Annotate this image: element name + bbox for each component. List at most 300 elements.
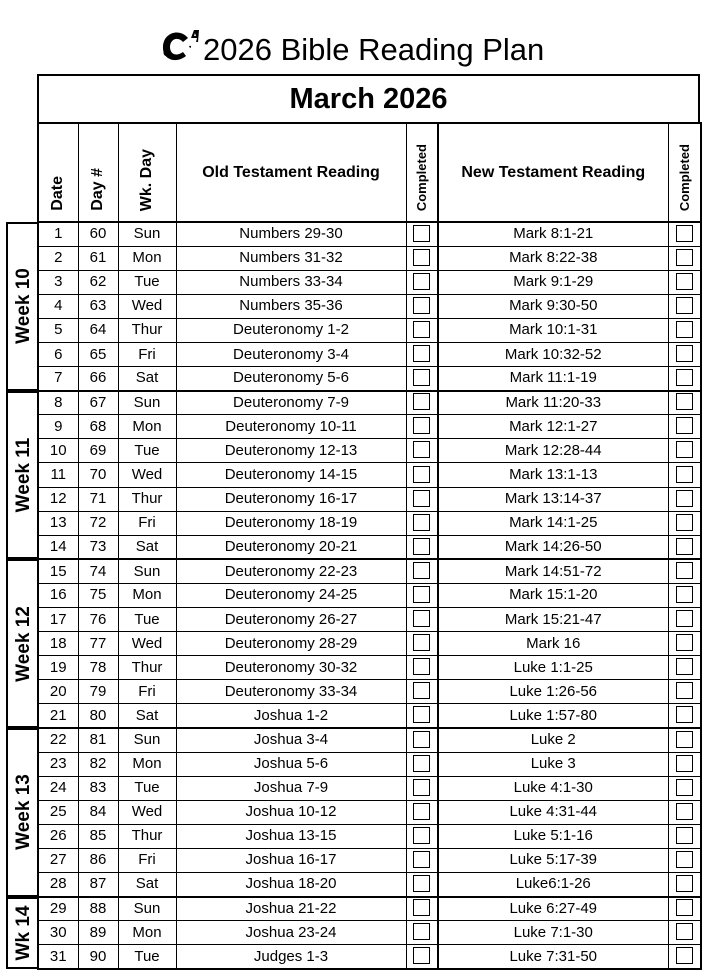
- completed-ot-cell: [406, 776, 438, 800]
- date-cell: 14: [38, 535, 78, 559]
- table-row: [38, 391, 701, 415]
- completed-nt-cell: [668, 873, 701, 897]
- completed-ot-cell: [406, 559, 438, 583]
- completed-ot-cell: [406, 897, 438, 921]
- table-row: [38, 270, 701, 294]
- date-cell: 3: [38, 270, 78, 294]
- week-day-cell: Tue: [118, 945, 176, 969]
- col-header-date: Date: [38, 123, 78, 222]
- completed-checkbox[interactable]: [413, 682, 430, 699]
- completed-checkbox[interactable]: [413, 538, 430, 555]
- new-testament-cell: Luke 2: [438, 728, 668, 752]
- completed-checkbox[interactable]: [413, 466, 430, 483]
- day-number-cell: 79: [78, 680, 118, 704]
- week-day-cell: Wed: [118, 294, 176, 318]
- new-testament-cell: Luke 4:1-30: [438, 776, 668, 800]
- day-number-cell: 67: [78, 391, 118, 415]
- completed-checkbox[interactable]: [413, 634, 430, 651]
- table-row: [38, 559, 701, 583]
- completed-checkbox[interactable]: [676, 827, 693, 844]
- date-cell: 30: [38, 921, 78, 945]
- old-testament-cell: Deuteronomy 14-15: [176, 463, 406, 487]
- completed-checkbox[interactable]: [676, 369, 693, 386]
- completed-checkbox[interactable]: [676, 851, 693, 868]
- week-day-cell: Sun: [118, 391, 176, 415]
- new-testament-cell: Mark 8:1-21: [438, 222, 668, 246]
- completed-nt-cell: [668, 632, 701, 656]
- completed-checkbox[interactable]: [676, 586, 693, 603]
- table-row: [38, 439, 701, 463]
- completed-checkbox[interactable]: [676, 538, 693, 555]
- table-row: [38, 656, 701, 680]
- table-row: [38, 583, 701, 607]
- completed-checkbox[interactable]: [676, 899, 693, 916]
- new-testament-cell: Luke 7:1-30: [438, 921, 668, 945]
- completed-checkbox[interactable]: [676, 321, 693, 338]
- completed-checkbox[interactable]: [413, 490, 430, 507]
- completed-ot-cell: [406, 463, 438, 487]
- completed-nt-cell: [668, 897, 701, 921]
- completed-checkbox[interactable]: [413, 249, 430, 266]
- table-row: [38, 222, 701, 246]
- date-cell: 10: [38, 439, 78, 463]
- completed-checkbox[interactable]: [676, 393, 693, 410]
- date-cell: 8: [38, 391, 78, 415]
- completed-checkbox[interactable]: [413, 947, 430, 964]
- table-row: [38, 487, 701, 511]
- completed-nt-cell: [668, 270, 701, 294]
- completed-ot-cell: [406, 342, 438, 366]
- new-testament-cell: Luke 7:31-50: [438, 945, 668, 969]
- day-number-cell: 77: [78, 632, 118, 656]
- completed-checkbox[interactable]: [676, 731, 693, 748]
- old-testament-cell: Deuteronomy 20-21: [176, 535, 406, 559]
- date-cell: 27: [38, 848, 78, 872]
- completed-checkbox[interactable]: [676, 225, 693, 242]
- completed-checkbox[interactable]: [676, 466, 693, 483]
- completed-ot-cell: [406, 704, 438, 728]
- completed-nt-cell: [668, 656, 701, 680]
- completed-ot-cell: [406, 439, 438, 463]
- completed-ot-cell: [406, 656, 438, 680]
- completed-nt-cell: [668, 608, 701, 632]
- new-testament-cell: Luke 1:1-25: [438, 656, 668, 680]
- old-testament-cell: Joshua 18-20: [176, 873, 406, 897]
- completed-checkbox[interactable]: [676, 755, 693, 772]
- col-header-completed-ot: Completed: [406, 123, 438, 222]
- completed-nt-cell: [668, 752, 701, 776]
- completed-nt-cell: [668, 463, 701, 487]
- day-number-cell: 86: [78, 848, 118, 872]
- new-testament-cell: Luke 4:31-44: [438, 800, 668, 824]
- completed-checkbox[interactable]: [413, 851, 430, 868]
- completed-nt-cell: [668, 583, 701, 607]
- table-row: [38, 680, 701, 704]
- completed-checkbox[interactable]: [676, 273, 693, 290]
- old-testament-cell: Deuteronomy 18-19: [176, 511, 406, 535]
- date-cell: 13: [38, 511, 78, 535]
- table-row: [38, 318, 701, 342]
- date-cell: 1: [38, 222, 78, 246]
- completed-checkbox[interactable]: [676, 682, 693, 699]
- old-testament-cell: Deuteronomy 3-4: [176, 342, 406, 366]
- table-row: [38, 704, 701, 728]
- new-testament-cell: Mark 14:26-50: [438, 535, 668, 559]
- week-label: [6, 728, 39, 897]
- new-testament-cell: Luke6:1-26: [438, 873, 668, 897]
- week-day-cell: Fri: [118, 511, 176, 535]
- week-day-cell: Wed: [118, 463, 176, 487]
- col-header-old-testament: Old Testament Reading: [176, 123, 406, 222]
- week-day-cell: Tue: [118, 439, 176, 463]
- completed-checkbox[interactable]: [413, 706, 430, 723]
- completed-nt-cell: [668, 704, 701, 728]
- completed-checkbox[interactable]: [413, 562, 430, 579]
- completed-checkbox[interactable]: [676, 514, 693, 531]
- week-label-text: Week 13: [12, 774, 34, 851]
- table-row: [38, 945, 701, 969]
- completed-checkbox[interactable]: [676, 779, 693, 796]
- completed-checkbox[interactable]: [676, 345, 693, 362]
- completed-checkbox[interactable]: [413, 297, 430, 314]
- date-cell: 9: [38, 415, 78, 439]
- week-day-cell: Thur: [118, 487, 176, 511]
- table-row: [38, 632, 701, 656]
- completed-nt-cell: [668, 391, 701, 415]
- completed-nt-cell: [668, 511, 701, 535]
- date-cell: 16: [38, 583, 78, 607]
- completed-ot-cell: [406, 632, 438, 656]
- new-testament-cell: Mark 11:1-19: [438, 367, 668, 391]
- old-testament-cell: Deuteronomy 12-13: [176, 439, 406, 463]
- completed-ot-cell: [406, 873, 438, 897]
- completed-ot-cell: [406, 487, 438, 511]
- completed-ot-cell: [406, 583, 438, 607]
- week-day-cell: Thur: [118, 656, 176, 680]
- old-testament-cell: Joshua 5-6: [176, 752, 406, 776]
- week-day-cell: Sat: [118, 873, 176, 897]
- completed-checkbox[interactable]: [413, 658, 430, 675]
- completed-nt-cell: [668, 945, 701, 969]
- date-cell: 20: [38, 680, 78, 704]
- day-number-cell: 69: [78, 439, 118, 463]
- day-number-cell: 85: [78, 824, 118, 848]
- new-testament-cell: Mark 15:1-20: [438, 583, 668, 607]
- completed-checkbox[interactable]: [413, 731, 430, 748]
- month-title: March 2026: [37, 74, 700, 124]
- week-day-cell: Fri: [118, 848, 176, 872]
- completed-ot-cell: [406, 367, 438, 391]
- completed-nt-cell: [668, 222, 701, 246]
- completed-ot-cell: [406, 752, 438, 776]
- old-testament-cell: Numbers 35-36: [176, 294, 406, 318]
- old-testament-cell: Deuteronomy 1-2: [176, 318, 406, 342]
- table-row: [38, 608, 701, 632]
- completed-ot-cell: [406, 415, 438, 439]
- completed-nt-cell: [668, 680, 701, 704]
- completed-checkbox[interactable]: [413, 321, 430, 338]
- week-day-cell: Fri: [118, 342, 176, 366]
- day-number-cell: 71: [78, 487, 118, 511]
- completed-checkbox[interactable]: [676, 417, 693, 434]
- completed-checkbox[interactable]: [676, 610, 693, 627]
- completed-checkbox[interactable]: [413, 369, 430, 386]
- new-testament-cell: Luke 1:26-56: [438, 680, 668, 704]
- old-testament-cell: Deuteronomy 26-27: [176, 608, 406, 632]
- date-cell: 28: [38, 873, 78, 897]
- new-testament-cell: Mark 8:22-38: [438, 246, 668, 270]
- old-testament-cell: Numbers 29-30: [176, 222, 406, 246]
- old-testament-cell: Numbers 31-32: [176, 246, 406, 270]
- date-cell: 19: [38, 656, 78, 680]
- day-number-cell: 83: [78, 776, 118, 800]
- new-testament-cell: Mark 13:14-37: [438, 487, 668, 511]
- date-cell: 22: [38, 728, 78, 752]
- completed-checkbox[interactable]: [413, 273, 430, 290]
- completed-checkbox[interactable]: [413, 417, 430, 434]
- new-testament-cell: Mark 9:30-50: [438, 294, 668, 318]
- completed-nt-cell: [668, 728, 701, 752]
- old-testament-cell: Deuteronomy 16-17: [176, 487, 406, 511]
- date-cell: 15: [38, 559, 78, 583]
- completed-checkbox[interactable]: [413, 393, 430, 410]
- document-header: [0, 22, 705, 72]
- completed-checkbox[interactable]: [413, 779, 430, 796]
- completed-ot-cell: [406, 921, 438, 945]
- week-label: [6, 897, 39, 969]
- table-row: [38, 342, 701, 366]
- date-cell: 21: [38, 704, 78, 728]
- date-cell: 17: [38, 608, 78, 632]
- table-row: [38, 848, 701, 872]
- day-number-cell: 65: [78, 342, 118, 366]
- completed-ot-cell: [406, 511, 438, 535]
- day-number-cell: 80: [78, 704, 118, 728]
- week-label-text: Week 12: [12, 605, 34, 682]
- day-number-cell: 81: [78, 728, 118, 752]
- new-testament-cell: Mark 13:1-13: [438, 463, 668, 487]
- completed-nt-cell: [668, 535, 701, 559]
- week-day-cell: Sun: [118, 728, 176, 752]
- completed-checkbox[interactable]: [413, 875, 430, 892]
- completed-ot-cell: [406, 270, 438, 294]
- table-row: [38, 824, 701, 848]
- table-row: [38, 535, 701, 559]
- new-testament-cell: Mark 14:51-72: [438, 559, 668, 583]
- old-testament-cell: Deuteronomy 5-6: [176, 367, 406, 391]
- completed-nt-cell: [668, 342, 701, 366]
- table-row: [38, 800, 701, 824]
- week-day-cell: Wed: [118, 632, 176, 656]
- date-cell: 4: [38, 294, 78, 318]
- date-cell: 6: [38, 342, 78, 366]
- week-label: [6, 391, 39, 560]
- completed-checkbox[interactable]: [413, 586, 430, 603]
- new-testament-cell: Mark 10:1-31: [438, 318, 668, 342]
- day-number-cell: 75: [78, 583, 118, 607]
- old-testament-cell: Judges 1-3: [176, 945, 406, 969]
- day-number-cell: 88: [78, 897, 118, 921]
- day-number-cell: 70: [78, 463, 118, 487]
- table-row: [38, 294, 701, 318]
- completed-checkbox[interactable]: [413, 514, 430, 531]
- completed-checkbox[interactable]: [676, 947, 693, 964]
- completed-checkbox[interactable]: [413, 923, 430, 940]
- old-testament-cell: Joshua 10-12: [176, 800, 406, 824]
- completed-nt-cell: [668, 415, 701, 439]
- table-row: [38, 728, 701, 752]
- completed-ot-cell: [406, 848, 438, 872]
- table-row: [38, 367, 701, 391]
- completed-checkbox[interactable]: [413, 441, 430, 458]
- week-day-cell: Sun: [118, 559, 176, 583]
- table-row: [38, 921, 701, 945]
- date-cell: 7: [38, 367, 78, 391]
- day-number-cell: 64: [78, 318, 118, 342]
- new-testament-cell: Luke 6:27-49: [438, 897, 668, 921]
- table-row: [38, 511, 701, 535]
- new-testament-cell: Mark 15:21-47: [438, 608, 668, 632]
- week-label-text: Week 11: [12, 437, 34, 513]
- day-number-cell: 76: [78, 608, 118, 632]
- day-number-cell: 66: [78, 367, 118, 391]
- new-testament-cell: Mark 9:1-29: [438, 270, 668, 294]
- day-number-cell: 63: [78, 294, 118, 318]
- new-testament-cell: Luke 1:57-80: [438, 704, 668, 728]
- day-number-cell: 84: [78, 800, 118, 824]
- week-day-cell: Mon: [118, 583, 176, 607]
- old-testament-cell: Deuteronomy 24-25: [176, 583, 406, 607]
- completed-checkbox[interactable]: [676, 249, 693, 266]
- week-day-cell: Tue: [118, 270, 176, 294]
- old-testament-cell: Deuteronomy 10-11: [176, 415, 406, 439]
- completed-nt-cell: [668, 559, 701, 583]
- completed-checkbox[interactable]: [676, 706, 693, 723]
- completed-nt-cell: [668, 367, 701, 391]
- week-day-cell: Wed: [118, 800, 176, 824]
- reading-rows: [38, 222, 701, 969]
- date-cell: 12: [38, 487, 78, 511]
- date-cell: 25: [38, 800, 78, 824]
- completed-ot-cell: [406, 608, 438, 632]
- week-day-cell: Mon: [118, 752, 176, 776]
- date-cell: 5: [38, 318, 78, 342]
- completed-nt-cell: [668, 318, 701, 342]
- old-testament-cell: Joshua 7-9: [176, 776, 406, 800]
- table-row: [38, 752, 701, 776]
- col-header-day-number: Day #: [78, 123, 118, 222]
- new-testament-cell: Luke 5:17-39: [438, 848, 668, 872]
- completed-nt-cell: [668, 294, 701, 318]
- new-testament-cell: Mark 12:1-27: [438, 415, 668, 439]
- completed-ot-cell: [406, 222, 438, 246]
- old-testament-cell: Deuteronomy 28-29: [176, 632, 406, 656]
- completed-checkbox[interactable]: [413, 827, 430, 844]
- completed-ot-cell: [406, 391, 438, 415]
- day-number-cell: 61: [78, 246, 118, 270]
- completed-checkbox[interactable]: [676, 441, 693, 458]
- old-testament-cell: Deuteronomy 30-32: [176, 656, 406, 680]
- week-day-cell: Mon: [118, 921, 176, 945]
- completed-nt-cell: [668, 848, 701, 872]
- day-number-cell: 90: [78, 945, 118, 969]
- table-row: [38, 873, 701, 897]
- day-number-cell: 68: [78, 415, 118, 439]
- completed-checkbox[interactable]: [676, 297, 693, 314]
- week-day-cell: Tue: [118, 608, 176, 632]
- date-cell: 18: [38, 632, 78, 656]
- completed-ot-cell: [406, 945, 438, 969]
- week-day-cell: Sun: [118, 897, 176, 921]
- completed-checkbox[interactable]: [413, 803, 430, 820]
- table-row: [38, 897, 701, 921]
- completed-checkbox[interactable]: [413, 610, 430, 627]
- completed-nt-cell: [668, 439, 701, 463]
- date-cell: 23: [38, 752, 78, 776]
- completed-nt-cell: [668, 800, 701, 824]
- completed-checkbox[interactable]: [676, 658, 693, 675]
- completed-checkbox[interactable]: [413, 899, 430, 916]
- day-number-cell: 73: [78, 535, 118, 559]
- old-testament-cell: Deuteronomy 33-34: [176, 680, 406, 704]
- day-number-cell: 87: [78, 873, 118, 897]
- week-day-cell: Mon: [118, 246, 176, 270]
- c4-brush-logo-icon: [158, 26, 206, 70]
- completed-checkbox[interactable]: [413, 345, 430, 362]
- completed-checkbox[interactable]: [413, 755, 430, 772]
- completed-checkbox[interactable]: [413, 225, 430, 242]
- col-header-week-day: Wk. Day: [118, 123, 176, 222]
- date-cell: 24: [38, 776, 78, 800]
- old-testament-cell: Deuteronomy 22-23: [176, 559, 406, 583]
- completed-ot-cell: [406, 824, 438, 848]
- new-testament-cell: Luke 5:1-16: [438, 824, 668, 848]
- day-number-cell: 82: [78, 752, 118, 776]
- week-day-cell: Sat: [118, 704, 176, 728]
- completed-nt-cell: [668, 921, 701, 945]
- completed-ot-cell: [406, 680, 438, 704]
- table-row: [38, 246, 701, 270]
- day-number-cell: 89: [78, 921, 118, 945]
- col-header-completed-nt: Completed: [668, 123, 701, 222]
- week-day-cell: Tue: [118, 776, 176, 800]
- table-row: [38, 415, 701, 439]
- date-cell: 11: [38, 463, 78, 487]
- date-cell: 31: [38, 945, 78, 969]
- completed-checkbox[interactable]: [676, 562, 693, 579]
- completed-nt-cell: [668, 487, 701, 511]
- completed-checkbox[interactable]: [676, 803, 693, 820]
- week-label: [6, 559, 39, 728]
- completed-checkbox[interactable]: [676, 923, 693, 940]
- week-day-cell: Thur: [118, 824, 176, 848]
- new-testament-cell: Mark 16: [438, 632, 668, 656]
- completed-checkbox[interactable]: [676, 634, 693, 651]
- week-day-cell: Sun: [118, 222, 176, 246]
- completed-nt-cell: [668, 246, 701, 270]
- completed-ot-cell: [406, 800, 438, 824]
- completed-checkbox[interactable]: [676, 875, 693, 892]
- week-day-cell: Mon: [118, 415, 176, 439]
- day-number-cell: 78: [78, 656, 118, 680]
- week-day-cell: Thur: [118, 318, 176, 342]
- week-label-text: Week 10: [12, 268, 34, 345]
- completed-checkbox[interactable]: [676, 490, 693, 507]
- day-number-cell: 60: [78, 222, 118, 246]
- day-number-cell: 62: [78, 270, 118, 294]
- old-testament-cell: Numbers 33-34: [176, 270, 406, 294]
- completed-ot-cell: [406, 728, 438, 752]
